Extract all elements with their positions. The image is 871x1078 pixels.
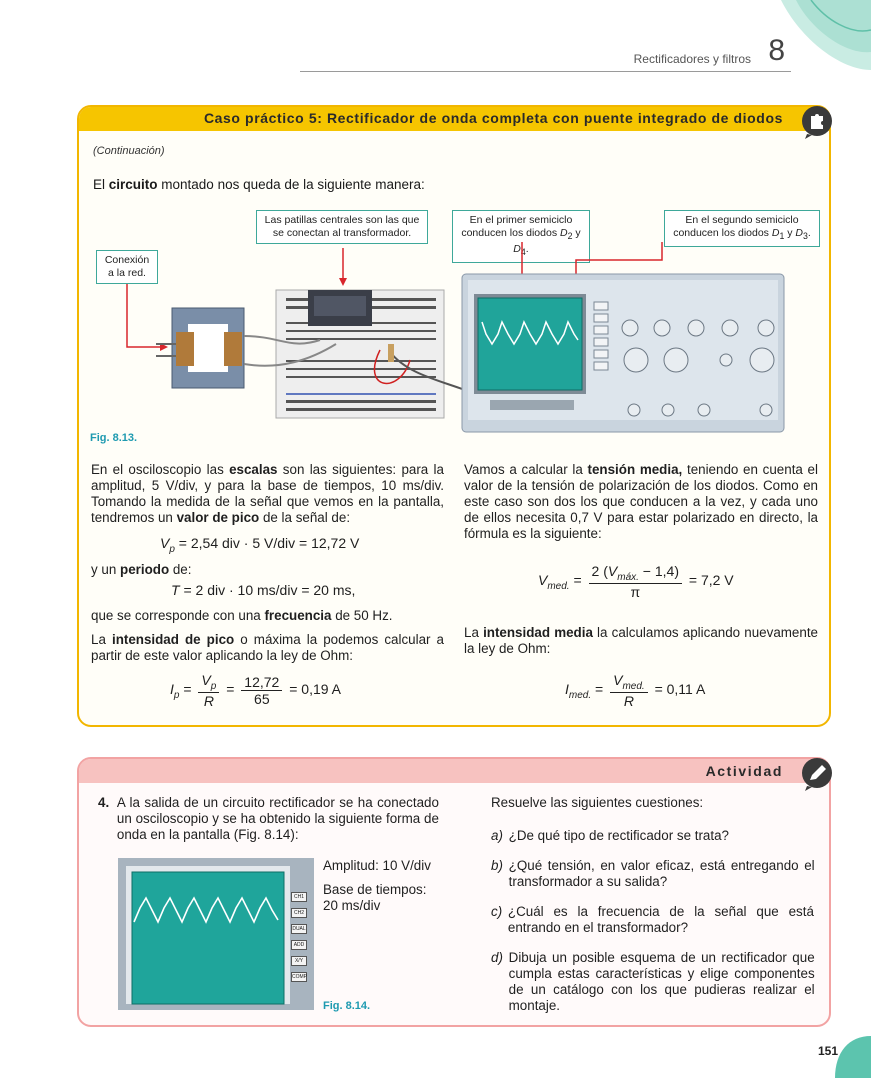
right-paragraph-mean-current: La intensidad media la calculamos aplicando nuevamente la ley de Ohm:: [464, 625, 818, 656]
formula-peak-voltage: $V_p = 2,54$ div · 5 V/div = 12,72 V: [160, 535, 360, 555]
activity-timebase: Base de tiempos: 20 ms/div: [323, 882, 427, 913]
pencil-icon: [799, 756, 835, 792]
formula-peak-current: $I_p$ = $\frac{V_p}{R}$ = $\frac{12,72}{65}$ = 0,19 A: [170, 672, 342, 709]
chapter-number: 8: [768, 34, 785, 67]
callout-second-half: En el segundo semiciclo conducen los diodos $D_1$ y $D_3$.: [664, 210, 820, 247]
running-head: [300, 34, 791, 72]
figure-label-8-13: Fig. 8.13.: [90, 432, 138, 444]
scope-button-ch2: CH2: [291, 908, 307, 918]
puzzle-icon: [799, 104, 835, 140]
page-number: 151: [818, 1044, 839, 1058]
left-paragraph-period: y un periodo de:: [91, 562, 192, 577]
left-paragraph-scales: En el osciloscopio las escalas son las siguientes: para la amplitud, 5 V/div, y para la base de tiempos, 10 ms/div. Tomando la medida de la señal que vemos en la pantalla, tendremos un valor de pico de la señal de:: [91, 462, 444, 525]
activity-question-4: 4. A la salida de un circuito rectificador se ha conectado un osciloscopio y se ha obtenido la siguiente forma de onda en la pantalla (Fig. 8.14):: [98, 795, 439, 842]
callout-network: Conexión a la red.: [96, 250, 158, 284]
callout-center-pins: Las patillas centrales son las que se conectan al transformador.: [256, 210, 428, 244]
scope-buttons: [291, 892, 307, 982]
left-paragraph-peak-current: La intensidad de pico o máxima la podemos calcular a partir de este valor aplicando la ley de Ohm:: [91, 632, 445, 663]
section-title: Rectificadores y filtros: [633, 52, 751, 66]
activity-header: [79, 759, 829, 783]
scope-button-comp: COMP: [292, 974, 307, 980]
scope-button-dual: DUAL: [292, 926, 306, 932]
case-study-header: [79, 107, 829, 131]
activity-amplitude: Amplitud: 10 V/div: [323, 858, 431, 873]
callout-first-half: En el primer semiciclo conducen los diodos $D_2$ y $D_4$.: [452, 210, 590, 263]
scope-button-xy: X/Y: [291, 956, 307, 966]
activity-question-b: b) ¿Qué tensión, en valor eficaz, está entregando el transformador a su salida?: [491, 858, 815, 889]
continuation-label: (Continuación): [93, 145, 165, 157]
activity-title: Actividad: [705, 763, 783, 779]
left-paragraph-frequency: que se corresponde con una frecuencia de 50 Hz.: [91, 608, 393, 623]
scope-button-add: ADD: [291, 940, 307, 950]
formula-mean-voltage: $V_{med.}$ = $\frac{2 (V_{máx.} - 1,4)}{\pi}$ = 7,2 V: [538, 563, 734, 600]
scope-button-ch1: CH1: [291, 892, 307, 902]
scope-screen-figure: [118, 858, 314, 1010]
circuit-illustration: [90, 240, 790, 440]
activity-question-c: c) ¿Cuál es la frecuencia de la señal que está entrando en el transformador?: [491, 904, 814, 935]
activity-prompt: Resuelve las siguientes cuestiones:: [491, 795, 704, 810]
activity-question-d: d) Dibuja un posible esquema de un rectificador que cumpla estas características y elige componentes de un catálogo con los que pudieras realizar el montaje.: [491, 950, 815, 1013]
figure-label-8-14: Fig. 8.14.: [323, 1000, 371, 1012]
right-paragraph-mean-voltage: Vamos a calcular la tensión media, teniendo en cuenta el valor de la tensión de polarización de los diodos. Como en este caso son dos los que conducen a la vez, y cada uno de ellos necesita 0,7 V para estar polarizado en directo, la fórmula es la siguiente:: [464, 462, 818, 541]
bottom-corner-decoration: [835, 1036, 871, 1078]
intro-text: El circuito montado nos queda de la siguiente manera:: [93, 177, 425, 192]
case-study-title: Caso práctico 5: Rectificador de onda completa con puente integrado de diodos: [203, 110, 783, 126]
formula-mean-current: $I_{med.}$ = $\frac{V_{med.}}{R}$ = 0,11 A: [565, 672, 706, 709]
activity-question-a: a) ¿De qué tipo de rectificador se trata?: [491, 828, 729, 843]
formula-period: T = 2 div · 10 ms/div = 20 ms,: [171, 582, 356, 598]
